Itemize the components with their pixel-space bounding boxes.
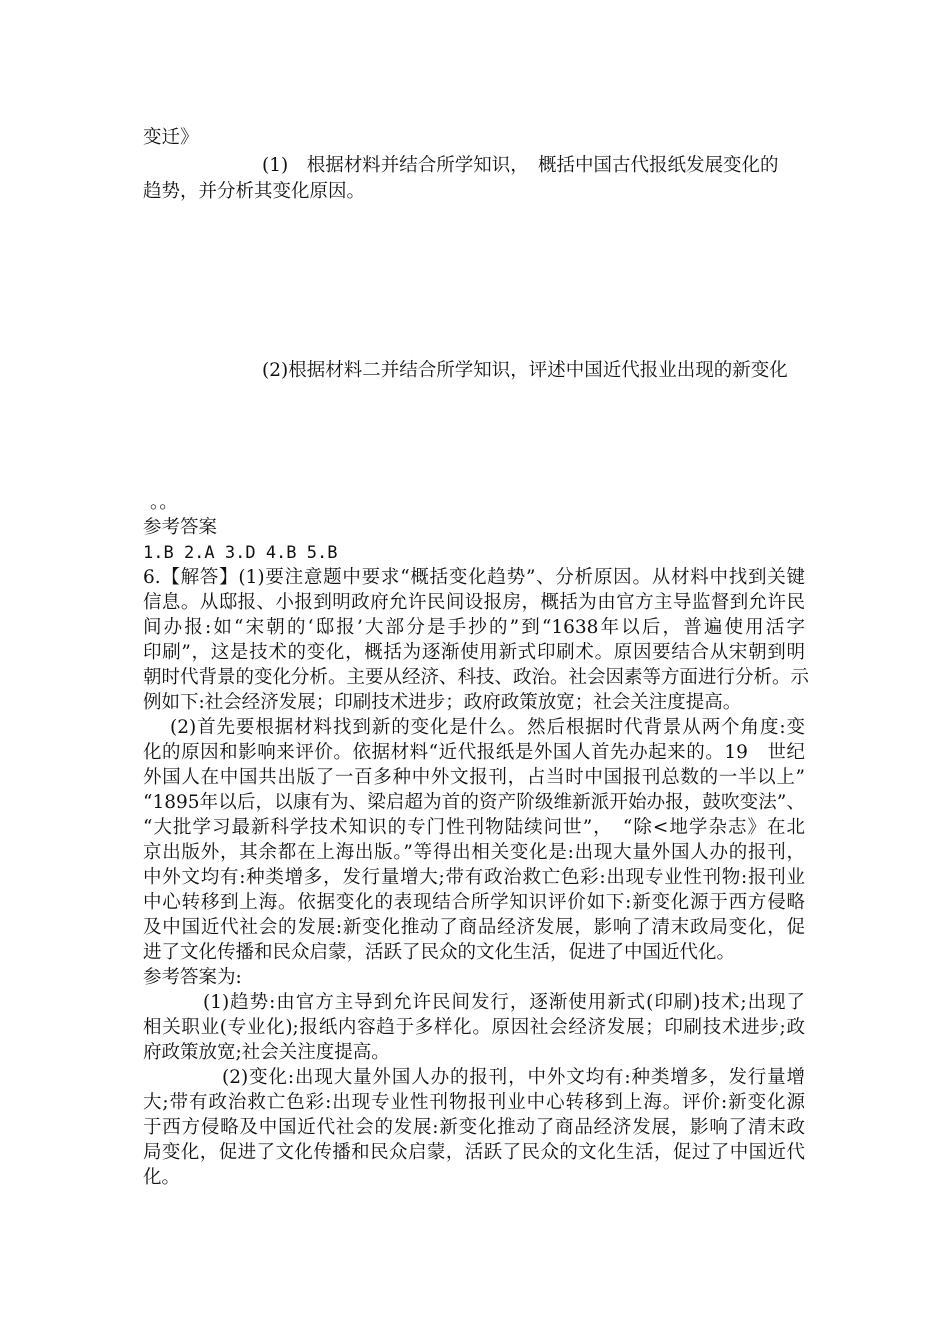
analysis-line-5: 朝时代背景的变化分析。主要从经济、科技、政治。社会因素等方面进行分析。示 <box>143 667 810 688</box>
final-answer-line-8: 化。 <box>143 1167 181 1188</box>
analysis-line-2: 信息。从邸报、小报到明政府允许民间设报房，概括为由官方主导监督到允许民 <box>143 592 805 613</box>
question-1-line-1: (1) 根据材料并结合所学知识， 概括中国古代报纸发展变化的 <box>262 155 779 176</box>
analysis-line-8: 化的原因和影响来评价。依据材料“近代报纸是外国人首先办起来的。19 世纪 <box>143 742 805 763</box>
analysis-line-10: “1895年以后，以康有为、梁启超为首的资产阶级维新派开始办报，鼓吹变法”、 <box>143 792 805 813</box>
final-answer-line-3: 府政策放宽;社会关注度提高。 <box>143 1042 390 1063</box>
final-answer-line-7: 局变化，促进了文化传播和民众启蒙，活跃了民众的文化生活，促过了中国近代 <box>143 1142 805 1163</box>
question-1-line-2: 趋势，并分析其变化原因。 <box>143 181 366 202</box>
analysis-line-1: 6.【解答】(1)要注意题中要求“概括变化趋势”、分析原因。从材料中找到关键 <box>143 567 805 588</box>
analysis-line-7: (2)首先要根据材料找到新的变化是什么。然后根据时代背景从两个角度:变 <box>170 717 805 738</box>
final-answer-line-1: (1)趋势:由官方主导到允许民间发行，逐渐使用新式(印刷)技术;出现了 <box>203 992 805 1013</box>
analysis-line-14: 中心转移到上海。依据变化的表现结合所学知识评价如下:新变化源于西方侵略 <box>143 892 805 913</box>
analysis-line-12: 京出版外，其余都在上海出版。”等得出相关变化是:出现大量外国人办的报刊， <box>143 842 805 863</box>
analysis-line-4: 印刷”，这是技术的变化，概括为逐渐使用新式印刷术。原因要结合从宋朝到明 <box>143 642 805 663</box>
analysis-line-3: 间办报:如“宋朝的‘邸报’大部分是手抄的”到“1638年以后，普遍使用活字 <box>143 617 805 638</box>
final-answer-line-5: 大;带有政治救亡色彩:出现专业性刊物报刊业中心转移到上海。评价:新变化源 <box>143 1092 805 1113</box>
final-answer-line-2: 相关职业(专业化);报纸内容趋于多样化。原因社会经济发展；印刷技术进步;政 <box>143 1017 805 1038</box>
choice-answers: 1.B 2.A 3.D 4.B 5.B <box>143 543 338 563</box>
analysis-line-6: 例如下:社会经济发展；印刷技术进步；政府政策放宽；社会关注度提高。 <box>143 692 742 713</box>
analysis-line-15: 及中国近代社会的发展:新变化推动了商品经济发展，影响了清末政局变化，促 <box>143 917 805 938</box>
stray-marks: 。。 <box>150 492 178 513</box>
analysis-line-9: 外国人在中国共出版了一百多种中外文报刊，占当时中国报刊总数的一半以上” <box>143 767 805 788</box>
header-fragment: 变迁》 <box>143 127 199 148</box>
final-answer-line-6: 于西方侵略及中国近代社会的发展:新变化推动了商品经济发展，影响了清末政 <box>143 1117 805 1138</box>
analysis-line-16: 进了文化传播和民众启蒙，活跃了民众的文化生活，促进了中国近代化。 <box>143 942 736 963</box>
analysis-line-11: “大批学习最新科学技术知识的专门性刊物陆续问世”， “除<地学杂志》在北 <box>143 817 805 838</box>
question-2-line-1: (2)根据材料二并结合所学知识，评述中国近代报业出现的新变化 <box>262 360 788 381</box>
answer-heading: 参考答案为: <box>143 967 242 988</box>
final-answer-line-4: (2)变化:出现大量外国人办的报刊，中外文均有:种类增多，发行量增 <box>222 1067 805 1088</box>
answer-title: 参考答案 <box>143 517 218 538</box>
analysis-line-13: 中外文均有:种类增多，发行量增大;带有政治救亡色彩:出现专业性刊物:报刊业 <box>143 867 805 888</box>
